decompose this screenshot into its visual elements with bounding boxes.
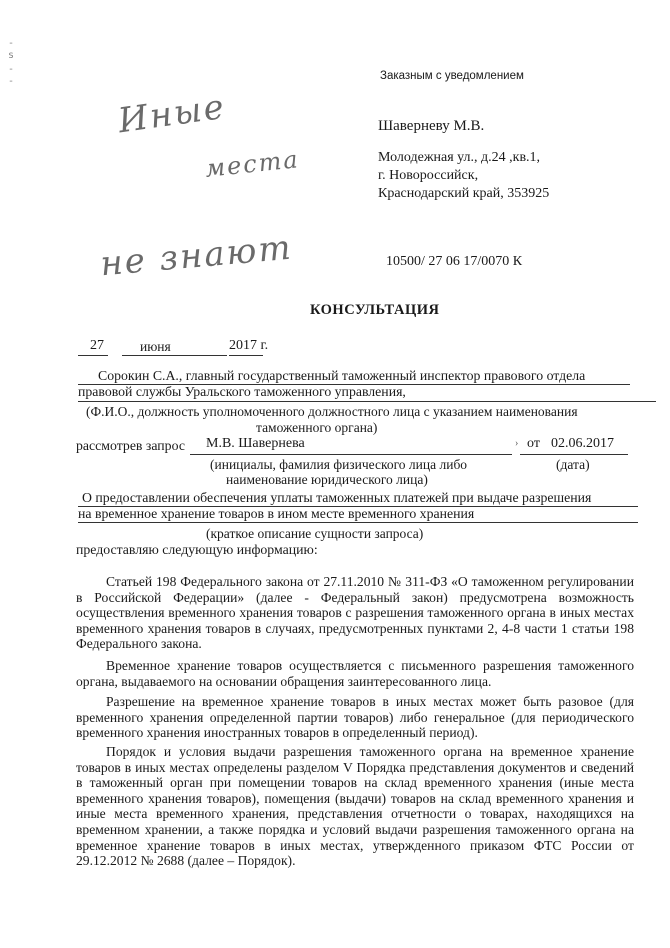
request-date-caption: (дата) [556, 457, 590, 472]
official-line-1: Сорокин С.А., главный государственный таможенный инспектор правового отдела [98, 368, 586, 383]
date-day-underline [78, 355, 108, 356]
subject-caption: (краткое описание сущности запроса) [206, 526, 424, 541]
request-caption-2: наименование юридического лица) [226, 472, 428, 487]
request-date-value: 02.06.2017 [551, 436, 614, 451]
date-month-underline [122, 355, 227, 356]
scan-mark: - [8, 38, 15, 49]
paragraph-3: Разрешение на временное хранение товаров в иных местах может быть разовое (для временного хранения определенной партии товаров) либо генеральное (для периодического временного хранения иностранных товаров в определенный период). [76, 694, 634, 741]
paragraph-2: Временное хранение товаров осуществляется с письменного разрешения таможенного органа, выдаваемого на основании обращения заинтересованного лица. [76, 658, 634, 689]
handwritten-note-line-1: Иные [115, 86, 229, 142]
subject-line-2: на временное хранение товаров в ином месте временного хранения [78, 506, 475, 521]
request-label: рассмотрев запрос [76, 438, 185, 453]
request-name: М.В. Шавернева [206, 436, 305, 451]
date-day: 27 [90, 338, 104, 353]
paragraph-1: Статьей 198 Федерального закона от 27.11.2010 № 311-ФЗ «О таможенном регулировании в Российской Федерации» (далее - Федеральный закон) предусмотрена возможность осуществления временного хранения товаров с разрешения таможенного органа в иных местах временного хранения товаров в случаях, предусмотренных пунктами 2, 4-8 части 1 статьи 198 Федерального закона. [76, 574, 634, 652]
provide-info-text: предоставляю следующую информацию: [76, 542, 318, 557]
handwritten-note-line-3: не знают [98, 227, 295, 285]
subject-underline-2 [78, 522, 638, 523]
handwritten-note-line-2: места [203, 145, 301, 183]
scan-mark: s [8, 50, 15, 61]
request-date-underline [520, 454, 628, 455]
request-date-label: от [527, 436, 540, 451]
official-caption-2: таможенного органа) [256, 420, 378, 435]
address-line-1: Молодежная ул., д.24 ,кв.1, [378, 150, 541, 165]
date-year: 2017 г. [229, 338, 269, 353]
request-date-prefix: › [515, 438, 519, 449]
address-line-2: г. Новороссийск, [378, 168, 479, 183]
document-title: КОНСУЛЬТАЦИЯ [310, 302, 440, 318]
official-caption-1: (Ф.И.О., должность уполномоченного должностного лица с указанием наименования [86, 404, 578, 419]
request-name-underline [190, 454, 512, 455]
registration-number: 10500/ 27 06 17/0070 К [386, 254, 523, 269]
delivery-note: Заказным с уведомлением [380, 70, 524, 82]
paragraph-4: Порядок и условия выдачи разрешения таможенного органа на временное хранение товаров в иных местах определены разделом V Порядка представления документов и сведений в таможенный орган при помещении товаров на склад временного хранения (иные места временного хранения товаров), помещения (выдачи) товаров на склад временного хранения и иные места временного хранения, представления отчетности о товарах, находящихся на временном хранении, а также порядка и условий выдачи разрешения таможенного органа на временное хранение товаров в иных местах, утвержденного приказом ФТС России от 29.12.2012 № 2688 (далее – Порядок). [76, 744, 634, 869]
official-line-2: правовой службы Уральского таможенного управления, [78, 384, 406, 399]
request-caption-1: (инициалы, фамилия физического лица либо [210, 457, 468, 472]
scan-mark: - [8, 64, 15, 75]
official-underline-2 [78, 401, 656, 402]
date-year-underline [229, 355, 263, 356]
subject-line-1: О предоставлении обеспечения уплаты таможенных платежей при выдаче разрешения [82, 490, 592, 505]
scan-mark: - [8, 76, 15, 87]
address-line-3: Краснодарский край, 353925 [378, 186, 550, 201]
addressee-name: Шаверневу М.В. [378, 118, 485, 134]
date-month: июня [140, 339, 171, 354]
